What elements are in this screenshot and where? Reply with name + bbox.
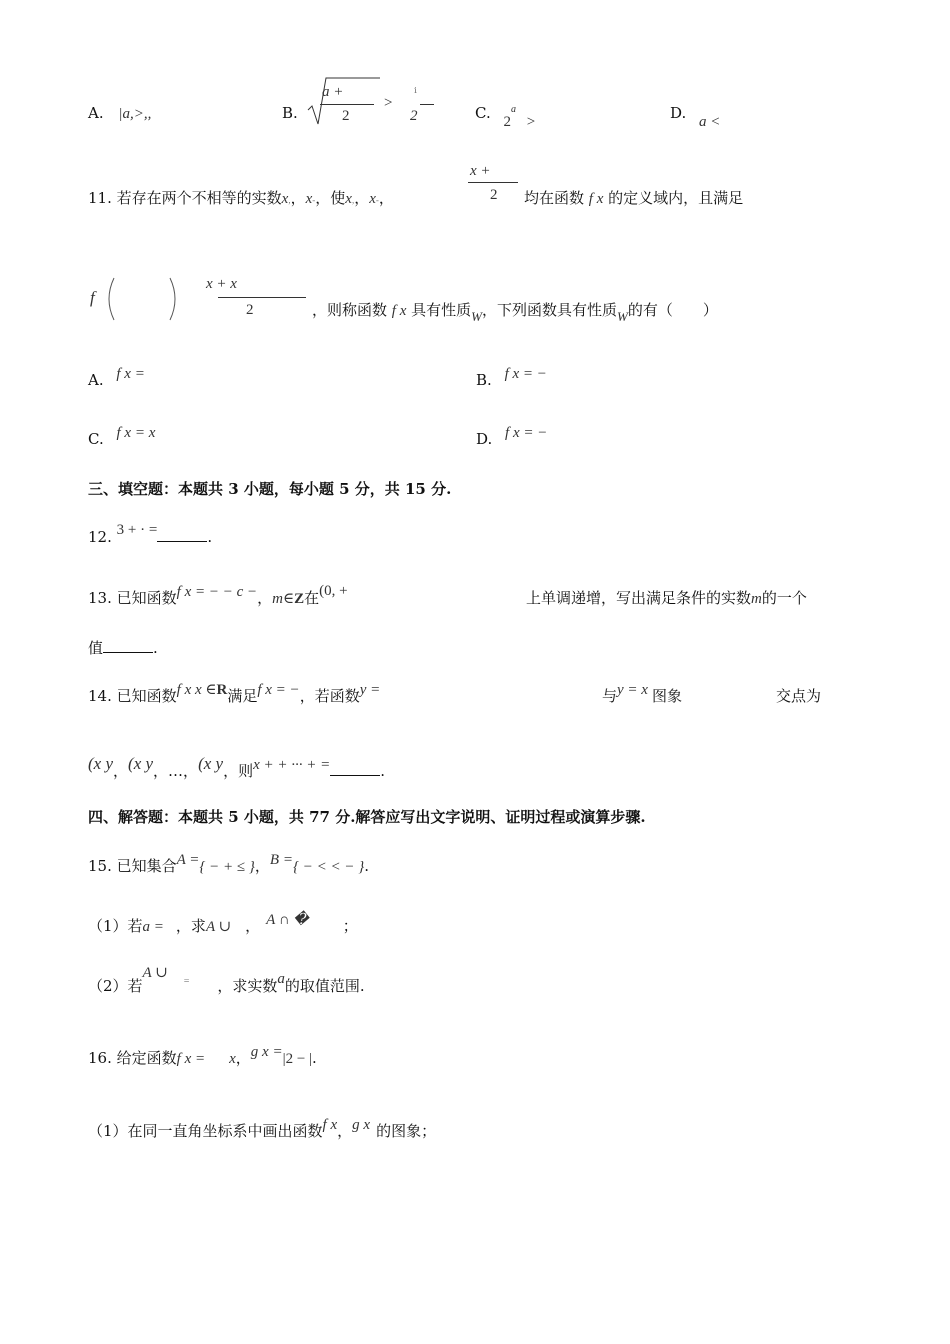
option-rel: > [526,114,536,130]
option-label: A. [88,104,104,122]
math-a: a [277,971,285,987]
q10-b-rhs-top: ⁱ [414,86,418,102]
option-expr: f x = x [116,425,156,441]
q11-line-2-tail [312,299,718,324]
q11-line2-f: f [90,288,95,307]
math-A: A = [176,852,200,868]
q14-text: ，若函数 [299,687,360,705]
q15-setA: { − + ≤ } [199,859,255,875]
math-m: m [272,591,283,607]
q14-line-1 [88,682,381,706]
q14-text: 满足 [227,687,258,705]
q10-b-relation: > [384,95,393,111]
q16-line-1 [88,1044,317,1068]
q11-frac-den: 2 [490,187,498,203]
q11-text: 若存在两个不相等的实数 [116,189,282,207]
q10-option-a [88,104,151,123]
math-union: A ∪ [142,965,168,981]
q11-line2-den: 2 [246,302,254,318]
sep: ， [245,917,261,935]
q14-sum: x + + ··· + = [253,757,331,773]
q13-text: 值 [88,639,104,657]
math-interval: (0, + [319,583,348,599]
q14-line-1-tail [602,682,682,706]
q14-line-2 [88,754,386,781]
option-label: B. [282,104,298,122]
q14-point: (x y [88,754,114,773]
math-fx: f x [391,303,407,319]
q11-option-a [88,366,145,390]
answer-blank[interactable] [157,527,207,542]
math-gx: g x = [250,1044,283,1060]
q13-text: 在 [304,589,320,607]
q10-option-d [670,104,721,130]
q11-text: 的有（ ） [627,301,718,319]
math-union: A ∪ [205,919,232,935]
end: ； [342,917,358,935]
question-number: 12. [88,528,112,546]
option-expr: |a,>,, [118,106,152,122]
math-x2: x [369,191,376,207]
sep: ， [235,1049,251,1067]
q11-frac-num: x + [470,163,491,179]
q11-line-1: 11. 若存在两个不相等的实数x,，x-，使x,，x-， [88,189,394,207]
fraction-bar [468,182,518,183]
question-number: 11. [88,189,112,207]
math-R: R [216,682,228,698]
math-w: W [471,309,483,324]
q14-point: (x y [198,754,224,773]
math-m: m [751,591,762,607]
math-Z: Z [294,591,305,607]
question-number: 13. [88,589,112,607]
math-in: ∈ [283,591,295,607]
math-intersect: A ∩ � [266,912,309,928]
sep: ， [113,762,129,780]
option-label: C. [475,104,491,122]
paren-left [102,276,116,322]
answer-blank[interactable] [103,638,153,653]
q11-text: ，下列函数具有性质 [482,301,618,319]
q14-text: ，则 [223,762,254,780]
math-x2: x [305,191,313,207]
math-fx: f x [322,1117,338,1133]
q13-line-1 [88,583,348,608]
option-expr: a < [699,114,721,130]
sep: ， [290,189,306,207]
q11-text: 的定义域内，且满足 [608,189,744,207]
option-label: A. [88,371,104,389]
q14-expr: f x = − [257,682,300,698]
fraction-bar [420,104,434,105]
q11-text: 均在函数 [524,189,585,207]
q14-text-intersect: 交点为 [776,687,822,705]
q15-text: 的取值范围. [284,977,365,995]
q16-part-1 [88,1117,437,1141]
math-gx: g x [352,1117,371,1133]
q14-text: 图象 [651,687,682,705]
sep: ， [254,857,270,875]
q14-text: 与 [602,687,618,705]
q10-option-c [475,104,536,130]
q11-text: 具有性质 [411,301,472,319]
fraction-bar [218,297,306,298]
math-x1: x [281,191,289,207]
option-label: C. [88,430,104,448]
math-x: x [229,1051,236,1067]
q14-text: 已知函数 [116,687,177,705]
q14-point: (x y [128,754,154,773]
section-4-heading: 四、解答题：本题共 5 小题，共 77 分.解答应写出文字说明、证明过程或演算步骤. [88,808,646,826]
q10-b-rhs-den: 2 [410,108,418,124]
sep: ， [337,1122,353,1140]
option-label: B. [476,371,492,389]
math-w: W [617,309,628,324]
q13-text: 已知函数 [116,589,177,607]
section-3-heading: 三、填空题：本题共 3 小题，每小题 5 分，共 15 分. [88,480,452,498]
q11-line-1-tail [524,187,743,208]
question-number: 16. [88,1049,112,1067]
q10-b-numerator: a + [322,84,344,100]
q14-y2: y = x [617,682,648,698]
end: . [364,857,369,875]
q15-text: （2）若 [88,977,143,995]
end: . [153,639,158,657]
sep: ，…， [153,762,199,780]
q16-text: 给定函数 [116,1049,177,1067]
q15-text: ，求实数 [217,977,278,995]
end: . [380,762,386,780]
q15-text: ，求 [175,917,206,935]
q16-g-expr: |2 − | [282,1051,313,1067]
end: . [312,1049,317,1067]
sep: ， [354,189,370,207]
q15-text: 已知集合 [116,857,177,875]
option-expr: f x = − [504,366,547,382]
q13-text: ， [257,589,273,607]
math-x1: x [345,191,352,207]
q13-text: 的一个 [761,589,807,607]
q11-line2-num: x + x [206,276,237,292]
q15-text: （1）若 [88,917,143,935]
q11-option-d [476,425,548,449]
q15-part-2 [88,965,365,996]
sep: ， [378,189,394,207]
q10-option-b [282,104,298,122]
option-sup: a [511,104,516,115]
math-fx: f x [588,191,604,207]
q11-option-b [476,366,547,390]
q16-text: （1）在同一直角坐标系中画出函数 [88,1122,323,1140]
option-expr: f x = − [505,425,548,441]
q16-text: 的图象； [376,1122,437,1140]
q15-setB: { − < < − } [292,859,365,875]
question-number: 14. [88,687,112,705]
q13-text: 上单调递增，写出满足条件的实数 [526,589,752,607]
q14-expr: f x x ∈ [176,682,217,698]
option-expr: f x = [116,366,145,382]
q13-expr: f x = − − c − [176,584,258,600]
q15-line-1 [88,852,369,876]
q11-text: ，使 [315,189,346,207]
q14-y1: y = [359,682,381,698]
fraction-bar [320,104,374,105]
q13-line-2 [88,637,158,658]
q11-text: ，则称函数 [312,301,388,319]
q11-option-c [88,425,156,449]
math-a: a = [142,919,164,935]
option-base: 2 [503,114,511,130]
option-label: D. [476,430,493,448]
question-number: 15. [88,857,112,875]
option-label: D. [670,104,687,122]
math-B: B = [269,852,293,868]
q10-b-denominator: 2 [342,108,350,124]
q12 [88,522,213,547]
math-fx: f x = [176,1051,206,1067]
end: . [207,528,213,546]
math-eq: = [183,976,190,987]
answer-blank[interactable] [330,761,380,776]
paren-right [168,276,182,322]
q15-part-1 [88,912,358,936]
q13-line-1-tail [526,587,807,608]
q12-expr: 3 + · = [116,522,158,538]
